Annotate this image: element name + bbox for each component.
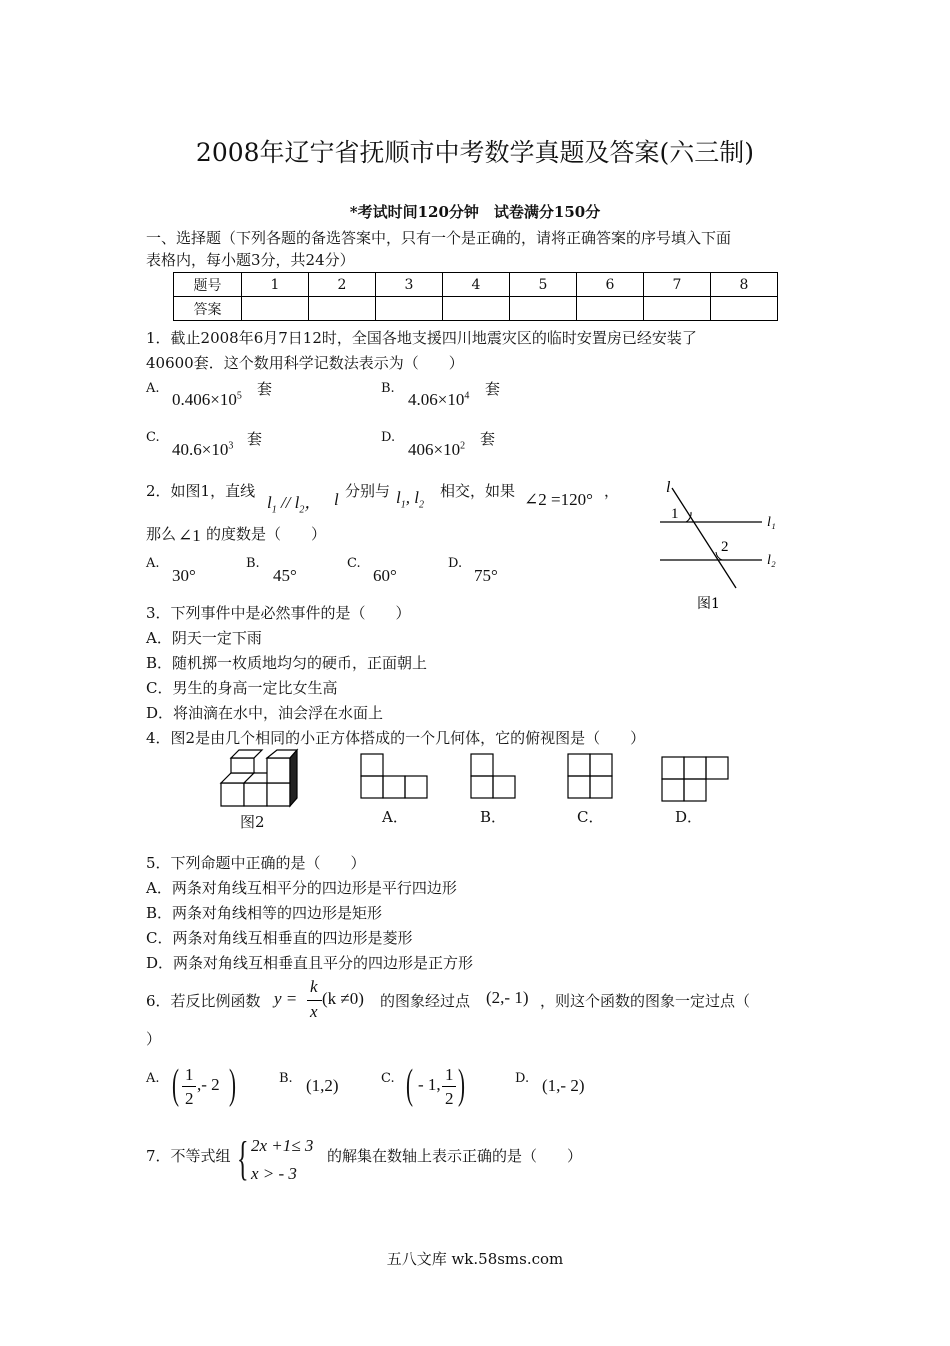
figure-1 (650, 476, 790, 616)
q1-a-base: 0.406×10 (172, 390, 237, 409)
figure-2-caption: 图2 (240, 813, 265, 831)
q6-func-x: x (310, 1002, 318, 1021)
q1-option-d-unit: 套 (480, 430, 496, 448)
q6-option-d-label: D. (515, 1071, 530, 1086)
table-number-cell: 3 (376, 273, 443, 297)
q1-d-base: 406×10 (408, 440, 461, 459)
q4-label-c: C． (577, 808, 604, 826)
fig1-label-l2: l₂ (767, 553, 776, 568)
q7-prefix: 7．不等式组 (146, 1147, 231, 1165)
answer-cell[interactable] (510, 297, 577, 321)
q4-view-a (360, 753, 430, 803)
q4-view-d (661, 756, 733, 804)
q2-mid2: 相交，如果 (440, 482, 516, 500)
answer-cell[interactable] (242, 297, 309, 321)
answer-cell[interactable] (309, 297, 376, 321)
q5-stem: 5．下列命题中正确的是（ ） (146, 854, 366, 872)
q1-option-a-value (172, 390, 242, 410)
q2-angle1: ∠1 (178, 526, 201, 545)
q6-c-num: 1 (445, 1065, 454, 1084)
q7-suffix: 的解集在数轴上表示正确的是（ ） (327, 1147, 583, 1165)
q3-option-b: B．随机掷一枚质地均匀的硬币，正面朝上 (146, 654, 428, 672)
answer-cell[interactable] (376, 297, 443, 321)
q7-ineq2: x > - 3 (251, 1164, 297, 1183)
q1-option-c-unit: 套 (247, 430, 263, 448)
q3-option-d: D．将油滴在水中，油会浮在水面上 (146, 704, 384, 722)
q6-mid: 的图象经过点 (380, 992, 471, 1010)
q1-option-a-unit: 套 (257, 380, 273, 398)
q2-angle-eq: ∠2 =120° (524, 490, 593, 509)
q5-option-c: C．两条对角线互相垂直的四边形是菱形 (146, 929, 413, 947)
q2-option-d-label: D. (448, 556, 463, 571)
q2-prefix: 2．如图1，直线 (146, 482, 256, 500)
fig1-label-angle2: 2 (721, 539, 729, 555)
q2-line2-prefix: 那么 (146, 525, 177, 543)
q2-lines-l1-l2: $l_1$, $l_2$ (396, 488, 424, 511)
q6-a-fraction-bar (182, 1086, 196, 1087)
fig1-label-l: l (666, 479, 671, 496)
q6-a-right-paren: ) (229, 1062, 236, 1108)
table-header-cell: 题号 (174, 273, 242, 297)
q6-prefix: 6．若反比例函数 (146, 992, 261, 1010)
q2-option-c-label: C. (347, 556, 361, 571)
q1-b-exp: 4 (464, 390, 470, 402)
q6-func-k: k (310, 977, 318, 996)
q3-option-c: C．男生的身高一定比女生高 (146, 679, 338, 697)
q1-option-a-label: A. (146, 381, 160, 396)
q5-option-b: B．两条对角线相等的四边形是矩形 (146, 904, 383, 922)
q1-c-exp: 3 (228, 440, 234, 452)
q2-line2-suffix: 的度数是（ ） (206, 525, 327, 543)
fig1-caption: 图1 (697, 596, 720, 612)
q7-ineq1: 2x +1≤ 3 (251, 1136, 314, 1155)
figure-2-cubes (215, 750, 305, 810)
q6-c-right-paren: ) (458, 1062, 465, 1108)
table-number-cell: 8 (711, 273, 778, 297)
q6-option-a-label: A. (146, 1071, 160, 1086)
fig1-label-angle1: 1 (671, 506, 679, 522)
q1-c-base: 40.6×10 (172, 440, 229, 459)
answer-table (173, 272, 778, 321)
answer-table-header-row (174, 273, 778, 297)
section-intro-line2: 表格内，每小题3分，共24分） (146, 251, 355, 269)
q2-option-a-label: A. (146, 556, 160, 571)
q4-label-d: D． (675, 808, 703, 826)
q6-a-rest: ,- 2 (197, 1075, 220, 1094)
answer-cell[interactable] (711, 297, 778, 321)
q6-c-den: 2 (445, 1089, 454, 1108)
answer-cell[interactable] (443, 297, 510, 321)
table-number-cell: 1 (242, 273, 309, 297)
q2-comma: ， (604, 482, 620, 500)
q5-option-d: D．两条对角线互相垂直且平分的四边形是正方形 (146, 954, 474, 972)
q2-option-b-label: B. (246, 556, 260, 571)
answer-cell[interactable] (644, 297, 711, 321)
q7-brace: { (237, 1132, 249, 1185)
q1-a-exp: 5 (236, 390, 242, 402)
q6-a-den: 2 (185, 1089, 194, 1108)
q5-option-a: A．两条对角线互相平分的四边形是平行四边形 (146, 879, 457, 897)
q4-stem: 4．图2是由几个相同的小正方体搭成的一个几何体，它的俯视图是（ ） (146, 729, 646, 747)
q6-option-c-label: C. (381, 1071, 395, 1086)
table-number-cell: 4 (443, 273, 510, 297)
q6-c-left-paren: ( (406, 1062, 413, 1108)
q6-option-b-value: (1,2) (306, 1076, 339, 1095)
q6-func-y: y = (274, 989, 298, 1008)
q6-func-cond: (k ≠0) (322, 989, 364, 1008)
q6-a-num: 1 (185, 1065, 194, 1084)
q3-stem: 3．下列事件中是必然事件的是（ ） (146, 604, 411, 622)
answer-cell[interactable] (577, 297, 644, 321)
answer-table-answer-row (174, 297, 778, 321)
q2-line-l: l (334, 490, 339, 509)
q4-label-a: A． (382, 808, 408, 826)
q6-suffix: ，则这个函数的图象一定过点（ (540, 992, 751, 1010)
table-number-cell: 5 (510, 273, 577, 297)
section-intro-line1: 一、选择题（下列各题的备选答案中，只有一个是正确的，请将正确答案的序号填入下面 (146, 229, 732, 247)
q6-c-pre: - 1, (418, 1075, 441, 1094)
q1-option-b-label: B. (381, 381, 395, 396)
table-header-cell: 答案 (174, 297, 242, 321)
q2-option-a-value: 30° (172, 566, 196, 585)
q4-view-b (470, 753, 520, 803)
q6-fraction-bar (307, 1000, 322, 1001)
q2-mid1: 分别与 (345, 482, 391, 500)
footer-watermark: 五八文库 wk.58sms.com (386, 1250, 564, 1268)
q2-option-b-value: 45° (273, 566, 297, 585)
q1-d-exp: 2 (460, 440, 466, 452)
q1-stem-line2: 40600套．这个数用科学记数法表示为（ ） (146, 354, 464, 372)
table-number-cell: 2 (309, 273, 376, 297)
q6-option-d-value: (1,- 2) (542, 1076, 585, 1095)
q1-option-c-label: C. (146, 430, 160, 445)
q6-point: (2,- 1) (486, 988, 529, 1007)
table-number-cell: 7 (644, 273, 711, 297)
q2-option-c-value: 60° (373, 566, 397, 585)
q1-stem-line1: 1．截止2008年6月7日12时，全国各地支援四川地震灾区的临时安置房已经安装了 (146, 329, 697, 347)
q2-option-d-value: 75° (474, 566, 498, 585)
q6-line2: ） (146, 1030, 162, 1048)
q6-a-left-paren: ( (172, 1062, 179, 1108)
q2-lines-parallel: $l_1 // l_2$， (267, 493, 322, 516)
q1-option-c-value (172, 440, 233, 460)
q6-c-fraction-bar (442, 1086, 456, 1087)
q6-option-b-label: B. (279, 1071, 293, 1086)
page-title: 2008年辽宁省抚顺市中考数学真题及答案(六三制) (195, 138, 755, 167)
q4-view-c (567, 753, 617, 803)
fig1-label-l1: l₁ (767, 515, 776, 530)
q1-option-d-label: D. (381, 430, 396, 445)
q3-option-a: A．阴天一定下雨 (146, 629, 262, 647)
q1-option-d-value (408, 440, 465, 460)
exam-subtitle: *考试时间120分钟 试卷满分150分 (349, 203, 601, 221)
q1-b-base: 4.06×10 (408, 390, 465, 409)
q4-label-b: B． (480, 808, 507, 826)
fig1-line-l (672, 488, 736, 588)
table-number-cell: 6 (577, 273, 644, 297)
q1-option-b-value (408, 390, 469, 410)
q1-option-b-unit: 套 (485, 380, 501, 398)
